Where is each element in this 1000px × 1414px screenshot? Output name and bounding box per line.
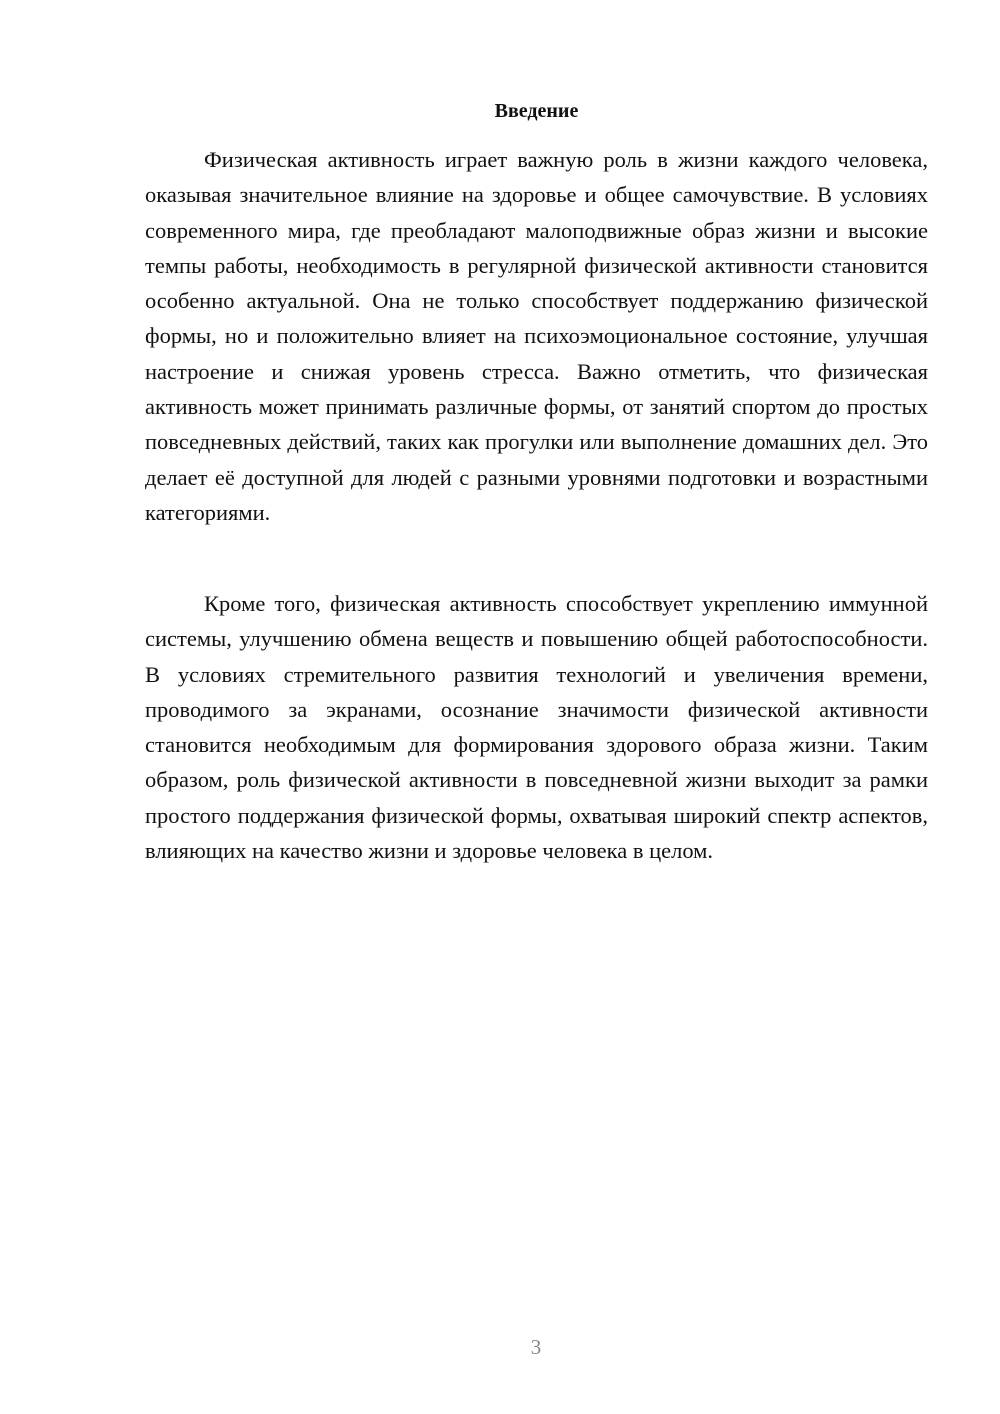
section-heading: Введение	[494, 100, 579, 122]
page-number: 3	[530, 1335, 542, 1359]
paragraph-2: Кроме того, физическая активность способствует укреплению иммунной системы, улучшению обмена веществ и повышению общей работоспособности. В условиях стремительного развития технологий и увеличения времени, проводимого за экранами, осознание значимости физической активности становится необходимым для формирования здорового образа жизни. Таким образом, роль физической активности в повседневной жизни выходит за рамки простого поддержания физической формы, охватывая широкий спектр аспектов, влияющих на качество жизни и здоровье человека в целом.	[145, 591, 928, 864]
paragraph-1: Физическая активность играет важную роль в жизни каждого человека, оказывая значительное влияние на здоровье и общее самочувствие. В условиях современного мира, где преобладают малоподвижные образ жизни и высокие темпы работы, необходимость в регулярной физической активности становится особенно актуальной. Она не только способствует поддержанию физической формы, но и положительно влияет на психоэмоциональное состояние, улучшая настроение и снижая уровень стресса. Важно отметить, что физическая активность может принимать различные формы, от занятий спортом до простых повседневных действий, таких как прогулки или выполнение домашних дел. Это делает её доступной для людей с разными уровнями подготовки и возрастными категориями.	[145, 147, 928, 525]
